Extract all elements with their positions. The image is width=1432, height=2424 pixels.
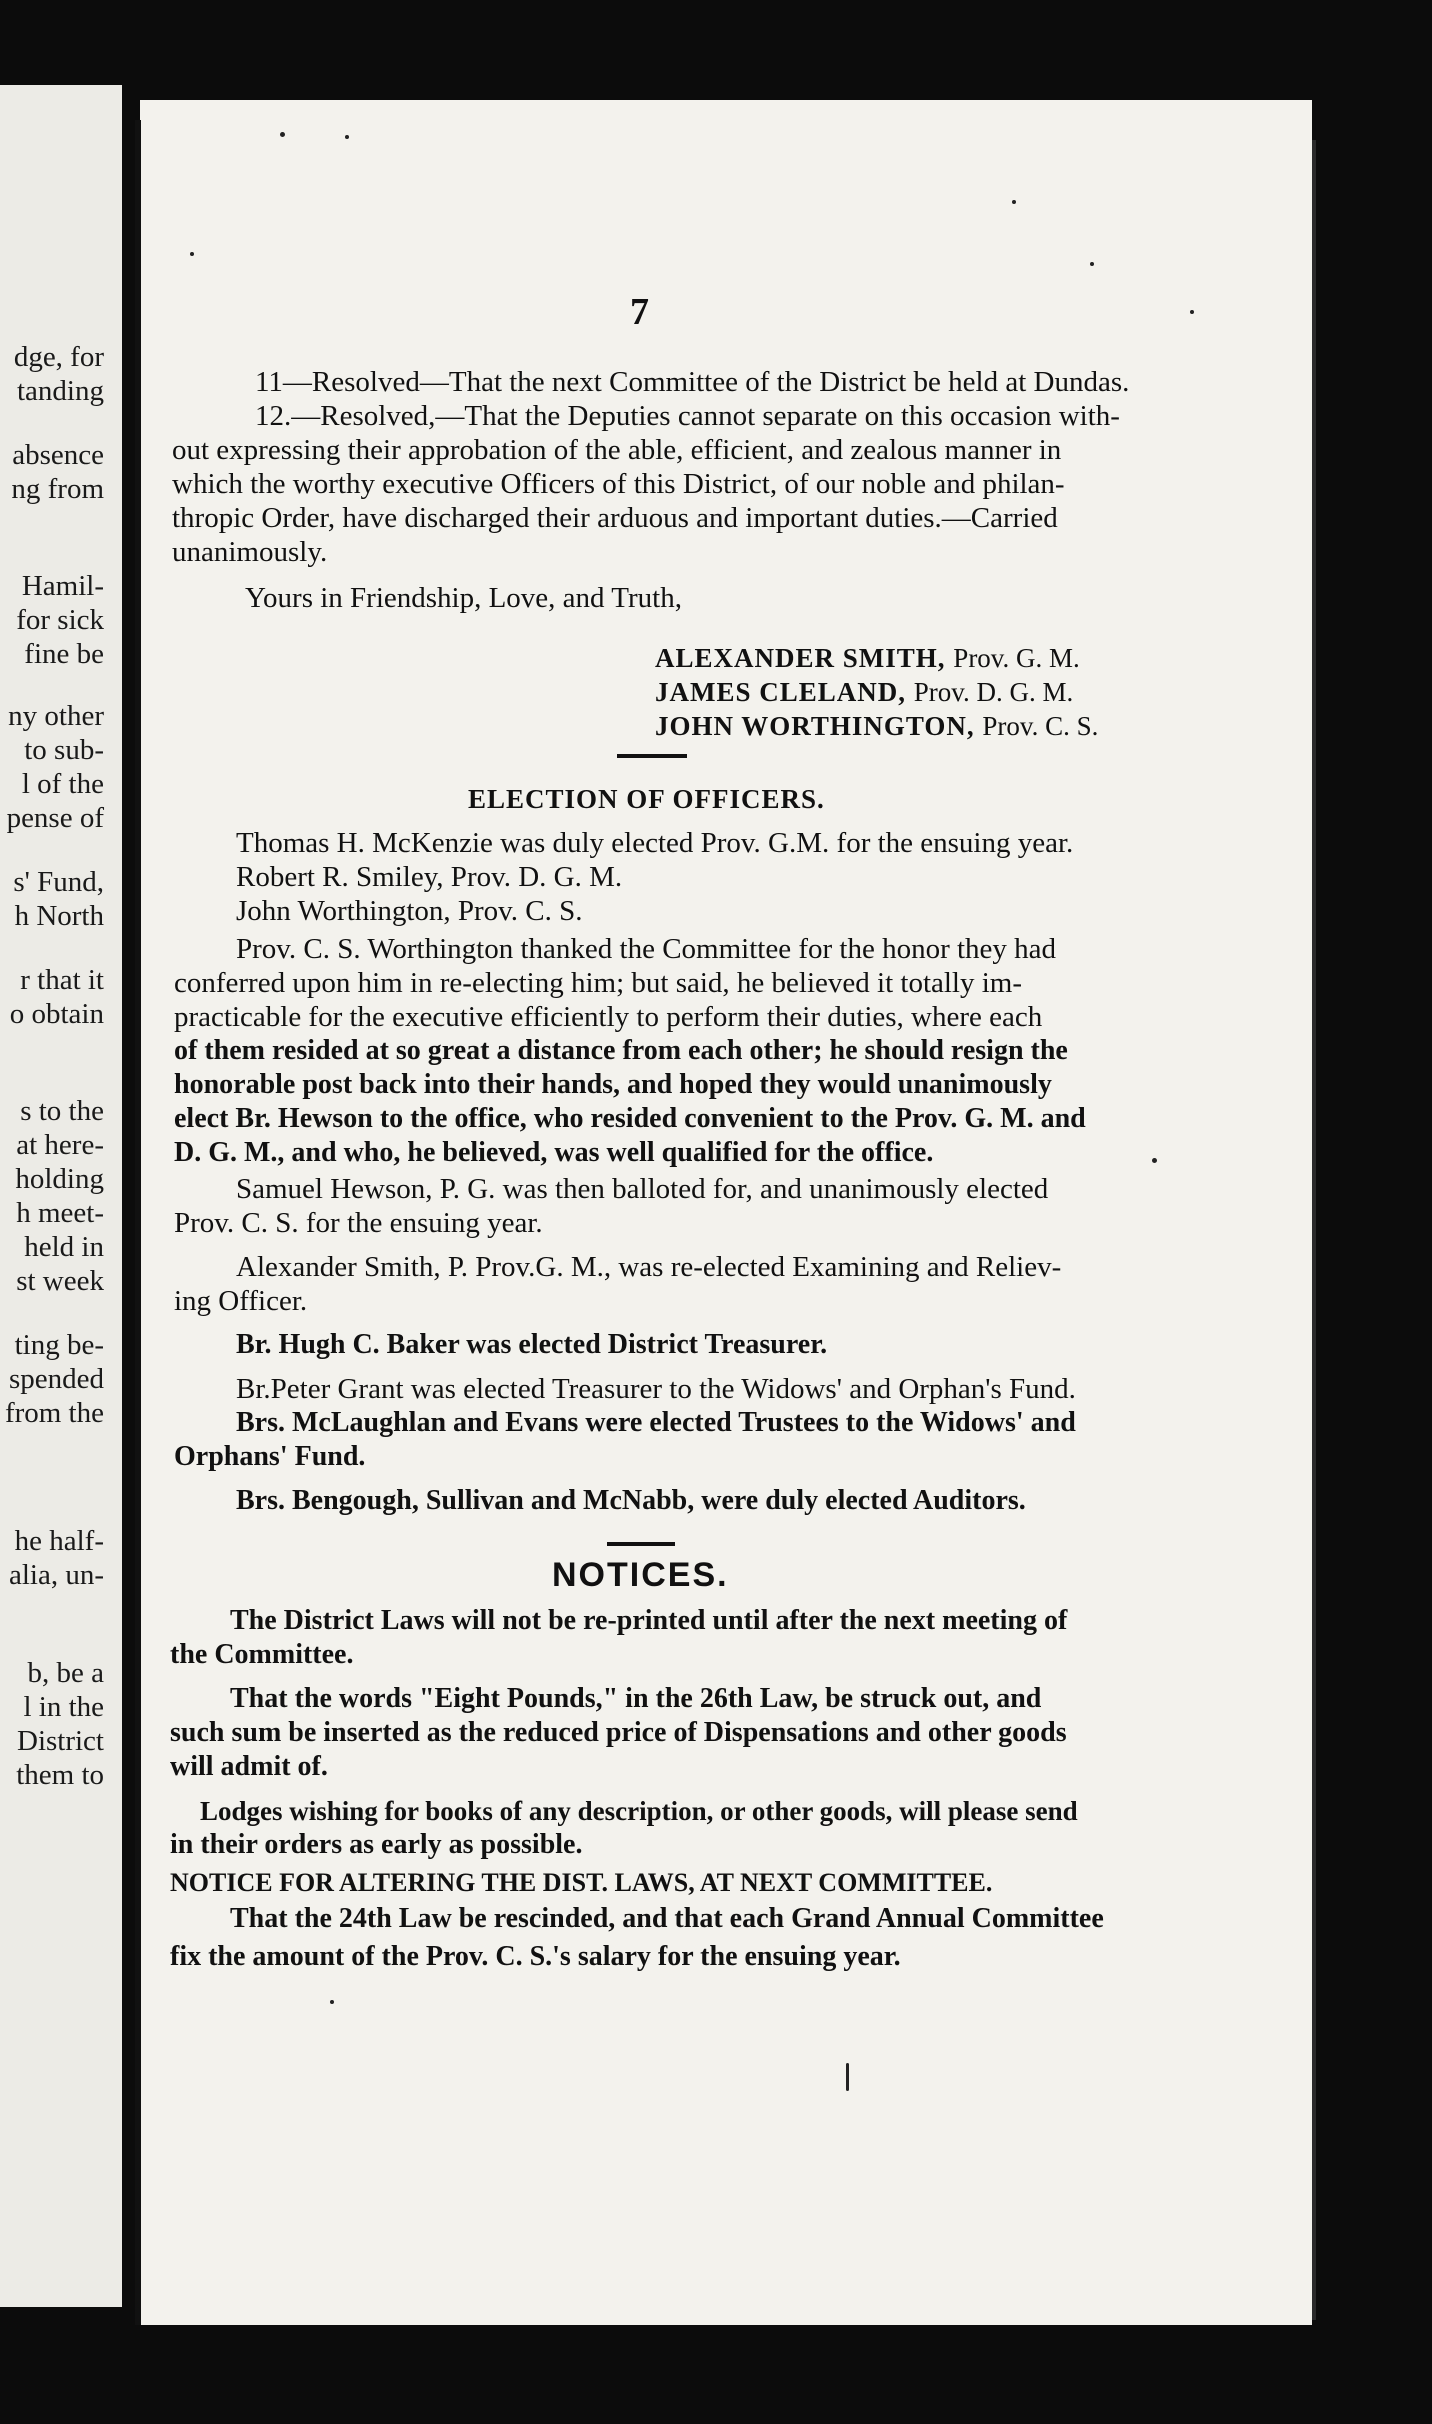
resolution-line: thropic Order, have discharged their arduous and important duties.—Carried: [172, 502, 1058, 534]
scan-speck: [1152, 1158, 1157, 1163]
scan-speck: [1012, 200, 1016, 204]
left-page-line: h meet-: [16, 1197, 104, 1229]
election-line: Br. Hugh C. Baker was elected District Treasurer.: [236, 1329, 828, 1360]
left-page-line: ny other: [8, 700, 104, 732]
signature-line: [655, 709, 1098, 743]
left-page-line: dge, for: [13, 341, 104, 373]
signatory-post: Prov. C. S.: [982, 711, 1099, 741]
left-page-line: spended: [8, 1363, 104, 1395]
election-line: Brs. McLaughlan and Evans were elected Trustees to the Widows' and: [236, 1407, 1076, 1438]
scan-speck: [280, 132, 285, 137]
signatory-name: JOHN WORTHINGTON,: [655, 711, 975, 741]
left-page-line: st week: [16, 1265, 104, 1297]
section-divider: [617, 754, 687, 758]
left-page-line: l of the: [21, 768, 104, 800]
election-line: Prov. C. S. Worthington thanked the Committee for the honor they had: [236, 933, 1057, 965]
scan-speck: [846, 2063, 849, 2091]
left-page-line: he half-: [14, 1525, 104, 1557]
resolution-line: out expressing their approbation of the able, efficient, and zealous manner in: [172, 434, 1062, 466]
left-page-line: to sub-: [24, 734, 104, 766]
notice-line: will admit of.: [170, 1751, 328, 1782]
election-line: of them resided at so great a distance from each other; he should resign the: [174, 1035, 1068, 1066]
left-page-line: from the: [4, 1397, 104, 1429]
left-page-line: s to the: [20, 1095, 104, 1127]
notice-line: The District Laws will not be re-printed until after the next meeting of: [230, 1605, 1068, 1636]
resolution-line: 11—Resolved—That the next Committee of the District be held at Dundas.: [255, 366, 1130, 398]
page-number: 7: [630, 291, 649, 333]
left-page-line: h North: [14, 900, 104, 932]
scan-speck: [1190, 310, 1194, 314]
section-divider: [607, 1542, 675, 1546]
election-line: practicable for the executive efficiently to perform their duties, where each: [174, 1001, 1043, 1033]
page-border-right: [1312, 140, 1316, 2320]
left-page-line: Hamil-: [21, 570, 104, 602]
notice-line: such sum be inserted as the reduced price of Dispensations and other goods: [170, 1717, 1067, 1748]
left-page-line: l in the: [23, 1691, 104, 1723]
left-page-line: o obtain: [9, 998, 104, 1030]
election-line: Orphans' Fund.: [174, 1441, 366, 1472]
left-page-line: r that it: [20, 964, 104, 996]
election-line: Brs. Bengough, Sullivan and McNabb, were duly elected Auditors.: [236, 1485, 1026, 1516]
left-page-line: at here-: [16, 1129, 104, 1161]
election-line: Samuel Hewson, P. G. was then balloted for, and unanimously elected: [236, 1173, 1049, 1205]
signature-line: [655, 675, 1073, 709]
left-page-line: ng from: [11, 473, 104, 505]
left-page-line: pense of: [6, 802, 104, 834]
left-page-line: absence: [12, 439, 104, 471]
election-line: John Worthington, Prov. C. S.: [236, 895, 583, 927]
signatory-post: Prov. G. M.: [953, 643, 1080, 673]
left-facing-page: [0, 85, 122, 2307]
scan-speck: [1090, 262, 1094, 266]
scan-speck: [345, 135, 349, 139]
notice-line: That the words "Eight Pounds," in the 26th Law, be struck out, and: [230, 1683, 1042, 1714]
closing-salutation: Yours in Friendship, Love, and Truth,: [245, 582, 682, 614]
notice-line: Lodges wishing for books of any description, or other goods, will please send: [200, 1796, 1078, 1826]
election-line: Thomas H. McKenzie was duly elected Prov. G.M. for the ensuing year.: [236, 827, 1074, 859]
left-page-line: held in: [24, 1231, 104, 1263]
left-page-line: District: [17, 1725, 104, 1757]
resolution-line: unanimously.: [172, 536, 328, 568]
left-page-line: holding: [15, 1163, 104, 1195]
left-page-line: s' Fund,: [13, 866, 104, 898]
scan-speck: [330, 2000, 334, 2004]
notice-line: the Committee.: [170, 1639, 354, 1670]
election-line: ing Officer.: [174, 1285, 308, 1317]
election-line: elect Br. Hewson to the office, who resided convenient to the Prov. G. M. and: [174, 1103, 1086, 1134]
altering-notice-heading: NOTICE FOR ALTERING THE DIST. LAWS, AT NEXT COMMITTEE.: [170, 1868, 993, 1897]
election-line: Alexander Smith, P. Prov.G. M., was re-elected Examining and Reliev-: [236, 1251, 1062, 1283]
election-line: Br.Peter Grant was elected Treasurer to the Widows' and Orphan's Fund.: [236, 1373, 1076, 1405]
page-border-left: [135, 120, 141, 2325]
election-line: Robert R. Smiley, Prov. D. G. M.: [236, 861, 623, 893]
left-page-line: b, be a: [27, 1657, 104, 1689]
resolution-line: 12.—Resolved,—That the Deputies cannot separate on this occasion with-: [255, 400, 1120, 432]
scan-speck: [190, 252, 194, 256]
left-page-line: ting be-: [14, 1329, 104, 1361]
left-page-line: them to: [16, 1759, 104, 1791]
election-line: Prov. C. S. for the ensuing year.: [174, 1207, 543, 1239]
notice-line: fix the amount of the Prov. C. S.'s salary for the ensuing year.: [170, 1941, 901, 1972]
notice-line: That the 24th Law be rescinded, and that each Grand Annual Committee: [230, 1903, 1104, 1934]
left-page-line: tanding: [17, 375, 104, 407]
left-page-line: alia, un-: [8, 1559, 104, 1591]
election-heading: ELECTION OF OFFICERS.: [468, 784, 825, 814]
signature-line: [655, 641, 1080, 675]
left-page-line: fine be: [24, 638, 104, 670]
resolution-line: which the worthy executive Officers of this District, of our noble and philan-: [172, 468, 1065, 500]
signatory-name: JAMES CLELAND,: [655, 677, 907, 707]
election-line: honorable post back into their hands, and hoped they would unanimously: [174, 1069, 1052, 1100]
election-line: D. G. M., and who, he believed, was well qualified for the office.: [174, 1137, 934, 1168]
left-page-line: for sick: [16, 604, 104, 636]
signatory-post: Prov. D. G. M.: [913, 677, 1074, 707]
notices-heading: NOTICES.: [552, 1556, 729, 1594]
notice-line: in their orders as early as possible.: [170, 1829, 583, 1860]
signatory-name: ALEXANDER SMITH,: [655, 643, 946, 673]
election-line: conferred upon him in re-electing him; but said, he believed it totally im-: [174, 967, 1023, 999]
